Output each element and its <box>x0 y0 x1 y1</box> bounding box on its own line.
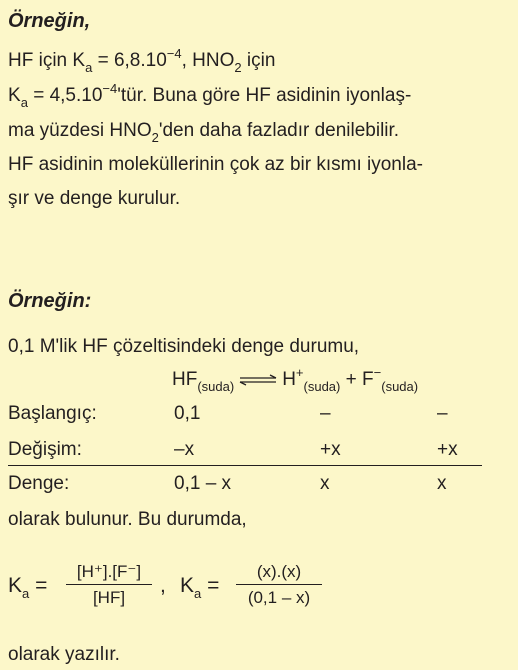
cell-baslangic-f: – <box>437 403 448 424</box>
fraction-1 <box>66 562 152 608</box>
row-label-denge: Denge: <box>8 473 70 494</box>
example2-heading: Örneğin: <box>8 290 92 312</box>
example1-line5: şır ve denge kurulur. <box>8 188 181 209</box>
cell-denge-f: x <box>437 473 447 494</box>
cell-baslangic-h: – <box>320 403 331 424</box>
equilibrium-arrow-icon <box>238 374 278 386</box>
example2-intro: 0,1 M'lik HF çözeltisindeki denge durumu, <box>8 336 360 357</box>
example1-line2: $K_a$ = $4,5.10^{-4}'tür$. Buna göre HF asidinin iyonlaş- <box>8 81 412 110</box>
example1-line3: ma yüzdesi $HNO_2'den$ daha fazladır denilebilir. <box>8 120 400 145</box>
fraction-1-denominator: [HF] <box>92 588 126 607</box>
formula-separator: , <box>160 574 166 597</box>
cell-degisim-h: +x <box>320 439 341 460</box>
fraction-1-numerator: [H⁺].[F⁻] <box>66 562 152 585</box>
after-table-text: olarak bulunur. Bu durumda, <box>8 509 247 530</box>
example1-heading: Örneğin, <box>8 10 91 32</box>
fraction-2-denominator: (0,1 – x) <box>247 588 311 607</box>
ka-symbol-1: $K_a$ = <box>8 574 48 601</box>
cell-denge-h: x <box>320 473 330 494</box>
cell-degisim-f: +x <box>437 439 458 460</box>
cell-degisim-hf: –x <box>174 439 195 460</box>
fraction-2 <box>236 562 322 608</box>
ka-symbol-2: $K_a$ = <box>180 574 220 601</box>
example1-line4: HF asidinin moleküllerinin çok az bir kısmı iyonla- <box>8 154 423 175</box>
reaction-equation: $HF_{(suda)}$ $H^+_{(suda)} + F^-_{(suda)}$ <box>172 365 419 394</box>
cell-denge-hf: 0,1 – x <box>174 473 232 494</box>
example1-line1: HF için $K_a = 6,8.10^{-4}$, $HNO_2$ için <box>8 46 276 75</box>
row-label-baslangic: Başlangıç: <box>8 403 97 424</box>
fraction-2-numerator: (x).(x) <box>236 562 322 585</box>
closing-text: olarak yazılır. <box>8 644 120 665</box>
table-divider <box>8 465 482 466</box>
cell-baslangic-hf: 0,1 <box>174 403 201 424</box>
row-label-degisim: Değişim: <box>8 439 82 460</box>
